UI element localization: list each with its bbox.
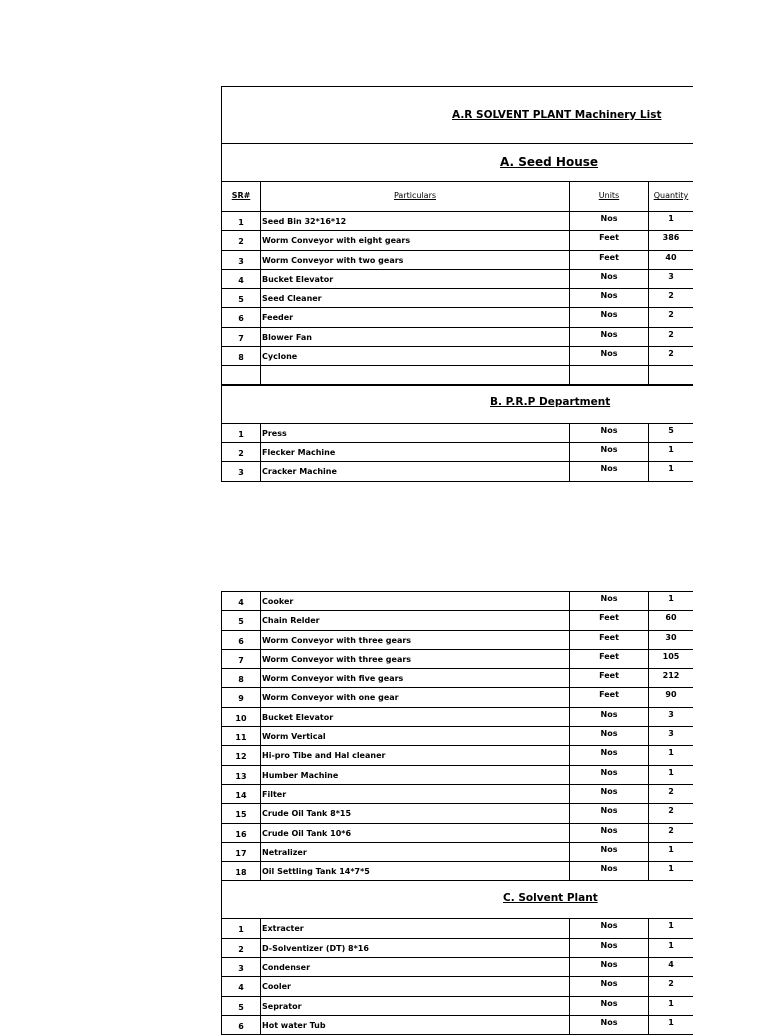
row-unit: Nos <box>569 212 648 230</box>
table-row <box>222 289 693 308</box>
row-unit: Feet <box>569 631 648 649</box>
row-quantity: 1 <box>648 746 693 764</box>
row-sr: 6 <box>238 636 244 646</box>
table-row <box>222 611 693 630</box>
row-unit: Feet <box>569 611 648 629</box>
table-row <box>222 746 693 765</box>
row-quantity: 1 <box>648 766 693 784</box>
row-quantity: 2 <box>648 289 693 307</box>
row-particulars: Worm Conveyor with three gears <box>260 631 569 649</box>
table-row <box>222 824 693 843</box>
row-unit: Nos <box>569 766 648 784</box>
row-unit: Feet <box>569 650 648 668</box>
row-unit: Nos <box>569 919 648 937</box>
row-sr: 4 <box>238 275 244 285</box>
row-particulars: Press <box>260 424 569 442</box>
row-quantity: 1 <box>648 212 693 230</box>
row-sr: 7 <box>238 333 244 343</box>
row-quantity: 2 <box>648 824 693 842</box>
row-quantity: 2 <box>648 308 693 326</box>
row-particulars: Crude Oil Tank 10*6 <box>260 824 569 842</box>
row-unit: Feet <box>569 688 648 706</box>
row-particulars: Cooler <box>260 977 569 995</box>
row-particulars: Cracker Machine <box>260 462 569 480</box>
table-row <box>222 939 693 958</box>
table-row <box>222 919 693 938</box>
row-sr: 1 <box>238 218 244 227</box>
row-sr: 14 <box>235 790 247 800</box>
row-quantity: 1 <box>648 919 693 937</box>
row-quantity: 3 <box>648 708 693 726</box>
row-sr: 8 <box>238 675 244 685</box>
row-unit: Nos <box>569 939 648 957</box>
page-2-table <box>221 591 693 1035</box>
row-particulars: Worm Conveyor with three gears <box>260 650 569 668</box>
row-quantity: 386 <box>648 231 693 249</box>
row-unit: Feet <box>569 231 648 249</box>
row-unit: Nos <box>569 270 648 288</box>
blank-row <box>222 366 693 385</box>
row-particulars: Cyclone <box>260 347 569 365</box>
row-unit: Nos <box>569 977 648 995</box>
row-unit: Nos <box>569 958 648 976</box>
table-row <box>222 977 693 996</box>
row-quantity: 1 <box>648 843 693 861</box>
table-row <box>222 650 693 669</box>
row-particulars: Feeder <box>260 308 569 326</box>
table-row <box>222 804 693 823</box>
row-particulars: Worm Vertical <box>260 727 569 745</box>
row-particulars: Filter <box>260 785 569 803</box>
table-row <box>222 766 693 785</box>
row-quantity: 5 <box>648 424 693 442</box>
section-title-solvent: C. Solvent Plant <box>503 892 598 905</box>
table-row <box>222 688 693 707</box>
row-quantity: 105 <box>648 650 693 668</box>
row-particulars: Worm Conveyor with one gear <box>260 688 569 706</box>
row-quantity: 3 <box>648 270 693 288</box>
row-particulars: Extracter <box>260 919 569 937</box>
row-quantity: 212 <box>648 669 693 687</box>
row-unit: Nos <box>569 862 648 880</box>
row-quantity: 2 <box>648 977 693 995</box>
row-sr: 1 <box>238 925 244 935</box>
row-quantity: 1 <box>648 862 693 880</box>
row-sr: 5 <box>238 617 244 627</box>
header-quantity: Quantity <box>648 182 693 211</box>
row-quantity: 2 <box>648 347 693 365</box>
row-sr: 5 <box>238 1002 244 1012</box>
row-particulars: Crude Oil Tank 8*15 <box>260 804 569 822</box>
row-sr: 2 <box>238 448 244 458</box>
row-quantity: 1 <box>648 997 693 1015</box>
table-row <box>222 631 693 650</box>
solvent-plant-rows <box>222 919 693 1035</box>
row-particulars: Blower Fan <box>260 328 569 346</box>
row-unit: Nos <box>569 443 648 461</box>
row-particulars: Bucket Elevator <box>260 270 569 288</box>
row-particulars: Netralizer <box>260 843 569 861</box>
row-particulars: Seed Cleaner <box>260 289 569 307</box>
row-unit: Nos <box>569 785 648 803</box>
row-sr: 8 <box>238 353 244 363</box>
row-unit: Nos <box>569 727 648 745</box>
row-unit: Feet <box>569 669 648 687</box>
row-sr: 11 <box>235 733 247 743</box>
row-particulars: Bucket Elevator <box>260 708 569 726</box>
row-sr: 7 <box>238 655 244 665</box>
title-row <box>222 86 693 144</box>
row-sr: 9 <box>238 694 244 704</box>
table-row <box>222 727 693 746</box>
row-quantity: 2 <box>648 785 693 803</box>
section-row-prp <box>222 386 693 424</box>
table-row <box>222 270 693 289</box>
table-row <box>222 958 693 977</box>
row-particulars: Oil Settling Tank 14*7*5 <box>260 862 569 880</box>
row-sr: 3 <box>238 256 244 266</box>
table-row <box>222 251 693 270</box>
table-row <box>222 231 693 250</box>
table-row <box>222 212 693 231</box>
row-particulars: Flecker Machine <box>260 443 569 461</box>
row-unit: Nos <box>569 824 648 842</box>
prp-rows-top <box>222 424 693 482</box>
table-row <box>222 708 693 727</box>
row-sr: 12 <box>235 752 247 762</box>
row-quantity: 1 <box>648 443 693 461</box>
row-sr: 6 <box>238 1021 244 1031</box>
row-particulars: Chain Relder <box>260 611 569 629</box>
row-unit: Nos <box>569 289 648 307</box>
section-row-solvent <box>222 881 693 919</box>
row-sr: 15 <box>235 810 247 820</box>
row-unit: Nos <box>569 347 648 365</box>
row-sr: 3 <box>238 468 244 478</box>
table-row <box>222 308 693 327</box>
row-sr: 6 <box>238 314 244 324</box>
header-sr: SR# <box>231 191 251 200</box>
table-row <box>222 862 693 881</box>
prp-rows-bottom <box>222 592 693 881</box>
row-unit: Nos <box>569 746 648 764</box>
table-row <box>222 785 693 804</box>
row-particulars: Worm Conveyor with eight gears <box>260 231 569 249</box>
document-title: A.R SOLVENT PLANT Machinery List <box>452 109 662 121</box>
row-sr: 1 <box>238 429 244 439</box>
row-quantity: 2 <box>648 328 693 346</box>
row-unit: Nos <box>569 804 648 822</box>
table-row <box>222 462 693 481</box>
row-sr: 5 <box>238 295 244 305</box>
row-quantity: 1 <box>648 462 693 480</box>
row-sr: 10 <box>235 713 247 723</box>
row-particulars: Worm Conveyor with five gears <box>260 669 569 687</box>
row-unit: Nos <box>569 1016 648 1034</box>
row-unit: Nos <box>569 592 648 610</box>
row-sr: 3 <box>238 964 244 974</box>
row-quantity: 1 <box>648 1016 693 1034</box>
section-title-seed-house: A. Seed House <box>500 155 599 169</box>
row-unit: Nos <box>569 328 648 346</box>
table-row <box>222 843 693 862</box>
row-unit: Nos <box>569 462 648 480</box>
row-sr: 2 <box>238 944 244 954</box>
row-particulars: Worm Conveyor with two gears <box>260 251 569 269</box>
row-unit: Nos <box>569 997 648 1015</box>
header-particulars: Particulars <box>260 182 569 211</box>
row-quantity: 1 <box>648 592 693 610</box>
table-row <box>222 424 693 443</box>
row-sr: 4 <box>238 983 244 993</box>
row-quantity: 40 <box>648 251 693 269</box>
row-sr: 18 <box>235 868 247 878</box>
table-row <box>222 443 693 462</box>
row-particulars: Humber Machine <box>260 766 569 784</box>
row-particulars: Seed Bin 32*16*12 <box>260 212 569 230</box>
row-quantity: 4 <box>648 958 693 976</box>
row-unit: Nos <box>569 843 648 861</box>
row-unit: Nos <box>569 308 648 326</box>
table-row <box>222 592 693 611</box>
row-sr: 2 <box>238 237 244 247</box>
row-unit: Feet <box>569 251 648 269</box>
row-quantity: 2 <box>648 804 693 822</box>
page-1-table <box>221 86 693 482</box>
row-quantity: 1 <box>648 939 693 957</box>
row-quantity: 60 <box>648 611 693 629</box>
table-row <box>222 328 693 347</box>
row-sr: 4 <box>238 598 244 607</box>
row-particulars: Hi-pro Tibe and Hal cleaner <box>260 746 569 764</box>
row-unit: Nos <box>569 708 648 726</box>
table-row <box>222 997 693 1016</box>
column-header-row <box>222 182 693 212</box>
row-quantity: 90 <box>648 688 693 706</box>
row-quantity: 3 <box>648 727 693 745</box>
row-particulars: D-Solventizer (DT) 8*16 <box>260 939 569 957</box>
table-row <box>222 1016 693 1035</box>
section-title-prp: B. P.R.P Department <box>490 395 611 408</box>
row-particulars: Seprator <box>260 997 569 1015</box>
row-sr: 17 <box>235 848 247 858</box>
table-row <box>222 347 693 366</box>
row-sr: 16 <box>235 829 247 839</box>
section-row-seed-house <box>222 144 693 182</box>
header-units: Units <box>569 182 648 211</box>
row-particulars: Cooker <box>260 592 569 610</box>
row-sr: 13 <box>235 771 247 781</box>
row-quantity: 30 <box>648 631 693 649</box>
table-row <box>222 669 693 688</box>
row-unit: Nos <box>569 424 648 442</box>
seed-house-rows <box>222 212 693 366</box>
row-particulars: Condenser <box>260 958 569 976</box>
row-particulars: Hot water Tub <box>260 1016 569 1034</box>
